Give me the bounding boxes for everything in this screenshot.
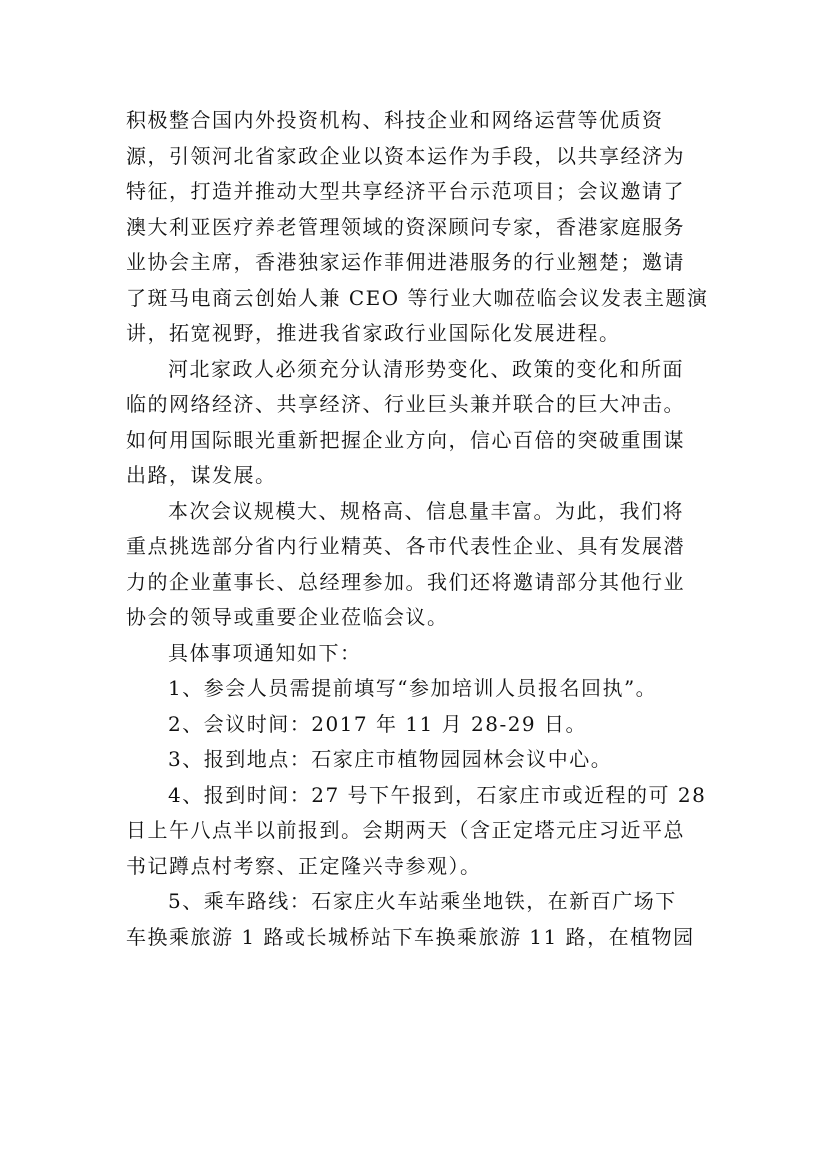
text-line: 业协会主席，香港独家运作菲佣进港服务的行业翘楚；邀请: [126, 250, 685, 274]
text-line: 源，引领河北省家政企业以资本运作为手段，以共享经济为: [126, 143, 685, 168]
text-line: 重点挑选部分省内行业精英、各市代表性企业、具有发展潜: [126, 534, 685, 558]
text-line: 了斑马电商云创始人兼 CEO 等行业大咖莅临会议发表主题演: [126, 285, 709, 310]
text-line: 临的网络经济、共享经济、行业巨头兼并联合的巨大冲击。: [126, 392, 685, 416]
list-item-line: 1、参会人员需提前填写“参加培训人员报名回执”。: [168, 676, 658, 700]
paragraph-start-line: 河北家政人必须充分认清形势变化、政策的变化和所面: [168, 356, 684, 381]
text-line: 澳大利亚医疗养老管理领域的资深顾问专家，香港家庭服务: [126, 214, 685, 239]
list-item-line: 5、乘车路线：石家庄火车站乘坐地铁，在新百广场下: [168, 889, 677, 913]
text-line: 积极整合国内外投资机构、科技企业和网络运营等优质资: [126, 108, 664, 132]
body-text: [126, 103, 709, 955]
list-item-line: 3、报到地点：石家庄市植物园园林会议中心。: [168, 747, 613, 771]
list-item-line: 2、会议时间：2017 年 11 月 28-29 日。: [168, 711, 588, 736]
list-item-line: 4、报到时间：27 号下午报到，石家庄市或近程的可 28: [168, 782, 707, 807]
text-line: 协会的领导或重要企业莅临会议。: [126, 605, 449, 629]
text-line: 特征，打造并推动大型共享经济平台示范项目；会议邀请了: [126, 179, 685, 203]
text-line: 出路，谋发展。: [126, 463, 277, 487]
text-line: 书记蹲点村考察、正定隆兴寺参观）。: [126, 853, 482, 878]
text-line: 车换乘旅游 1 路或长城桥站下车换乘旅游 11 路，在植物园: [126, 924, 695, 949]
text-line: 讲，拓宽视野，推进我省家政行业国际化发展进程。: [126, 321, 621, 345]
text-line: 如何用国际眼光重新把握企业方向，信心百倍的突破重围谋: [126, 427, 685, 452]
paragraph-start-line: 本次会议规模大、规格高、信息量丰富。为此，我们将: [168, 498, 684, 523]
text-line: 力的企业董事长、总经理参加。我们还将邀请部分其他行业: [126, 569, 685, 594]
text-line: 日上午八点半以前报到。会期两天（含正定塔元庄习近平总: [126, 818, 685, 842]
paragraph-start-line: 具体事项通知如下：: [168, 640, 362, 665]
